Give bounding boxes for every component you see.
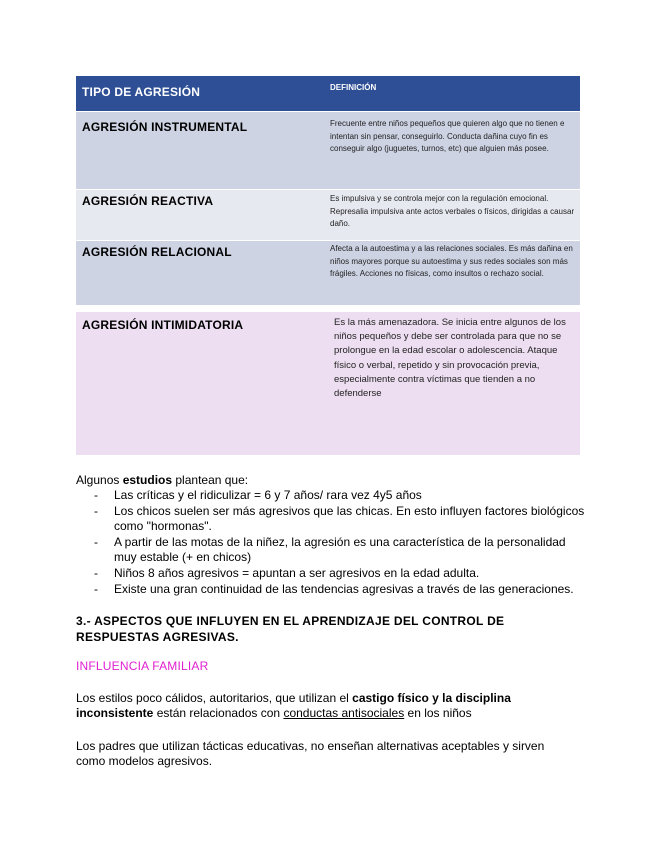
para1-text-3: en los niños bbox=[404, 706, 472, 720]
table-row bbox=[76, 240, 580, 305]
table-row bbox=[76, 312, 580, 455]
list-item-text: Existe una gran continuidad de las tendencias agresivas a través de las generaciones. bbox=[114, 582, 574, 596]
paragraph-1 bbox=[76, 691, 576, 721]
aggression-definition: Es la más amenazadora. Se inicia entre algunos de los niños pequeños y debe ser controlada para que no se prolongue en la edad escolar o adolescencia. Ataque físico o verbal, repetido y sin provocación previa, especialmente contra víctimas que tienden a no defenderse bbox=[334, 317, 566, 400]
para1-underline: conductas antisociales bbox=[283, 706, 405, 720]
table-row bbox=[76, 111, 580, 189]
intro-text: Algunos bbox=[76, 473, 123, 487]
aggression-definition: Frecuente entre niños pequeños que quieren algo que no tienen e intentan sin pensar, conseguirlo. Conducta dañina cuyo fin es conseguir algo (juguetes, turnos, etc) que alguien más posee. bbox=[330, 119, 565, 153]
list-item-text: Los chicos suelen ser más agresivos que las chicas. En esto influyen factores biológicos como "hormonas". bbox=[114, 504, 585, 533]
paragraph-2: Los padres que utilizan tácticas educativas, no enseñan alternativas aceptables y sirven como modelos agresivos. bbox=[76, 739, 545, 768]
bullet-dash: - bbox=[94, 488, 98, 502]
bullet-dash: - bbox=[94, 566, 98, 580]
para1-text-2: están relacionados con bbox=[153, 706, 284, 720]
list-item bbox=[76, 488, 586, 503]
aggression-table bbox=[76, 76, 580, 455]
list-item-text: Niños 8 años agresivos = apuntan a ser agresivos en la edad adulta. bbox=[114, 566, 480, 580]
list-item-text: Las críticas y el ridiculizar = 6 y 7 años/ rara vez 4y5 años bbox=[114, 488, 422, 502]
intro-line bbox=[76, 473, 248, 488]
list-item bbox=[76, 582, 586, 597]
intro-text-end: plantean que: bbox=[172, 473, 249, 487]
subheading-familiar: INFLUENCIA FAMILIAR bbox=[76, 659, 209, 673]
bullet-dash: - bbox=[94, 504, 98, 518]
list-item bbox=[76, 566, 586, 581]
list-item bbox=[76, 535, 586, 565]
intro-bold: estudios bbox=[122, 473, 173, 487]
aggression-type: AGRESIÓN INSTRUMENTAL bbox=[82, 120, 248, 134]
aggression-type: AGRESIÓN RELACIONAL bbox=[82, 245, 232, 259]
section-heading: 3.- ASPECTOS QUE INFLUYEN EN EL APRENDIZAJE DEL CONTROL DE RESPUESTAS AGRESIVAS. bbox=[76, 614, 505, 644]
aggression-definition: Afecta a la autoestima y a las relaciones sociales. Es más dañina en niños mayores porque su autoestima y sus redes sociales son más frágiles. Acciones no físicas, como insultos o rechazo social. bbox=[330, 244, 573, 278]
aggression-definition: Es impulsiva y se controla mejor con la regulación emocional. Represalia impulsiva ante actos verbales o físicos, dirigidas a causar daño. bbox=[330, 194, 575, 228]
bullet-dash: - bbox=[94, 582, 98, 596]
list-item-text: A partir de las motas de la niñez, la agresión es una característica de la personalidad muy estable (+ en chicos) bbox=[114, 535, 566, 564]
bullet-dash: - bbox=[94, 535, 98, 549]
studies-list bbox=[76, 488, 586, 598]
header-type: TIPO DE AGRESIÓN bbox=[82, 85, 201, 99]
aggression-type: AGRESIÓN REACTIVA bbox=[82, 194, 214, 208]
header-definition: DEFINICIÓN bbox=[330, 83, 377, 92]
table-row bbox=[76, 189, 580, 240]
para1-bold: castigo físico y la disciplina inconsistente bbox=[76, 691, 511, 720]
table-header-row bbox=[76, 76, 580, 111]
list-item bbox=[76, 504, 586, 534]
aggression-type: AGRESIÓN INTIMIDATORIA bbox=[82, 318, 244, 332]
para1-text: Los estilos poco cálidos, autoritarios, que utilizan el bbox=[76, 691, 353, 705]
